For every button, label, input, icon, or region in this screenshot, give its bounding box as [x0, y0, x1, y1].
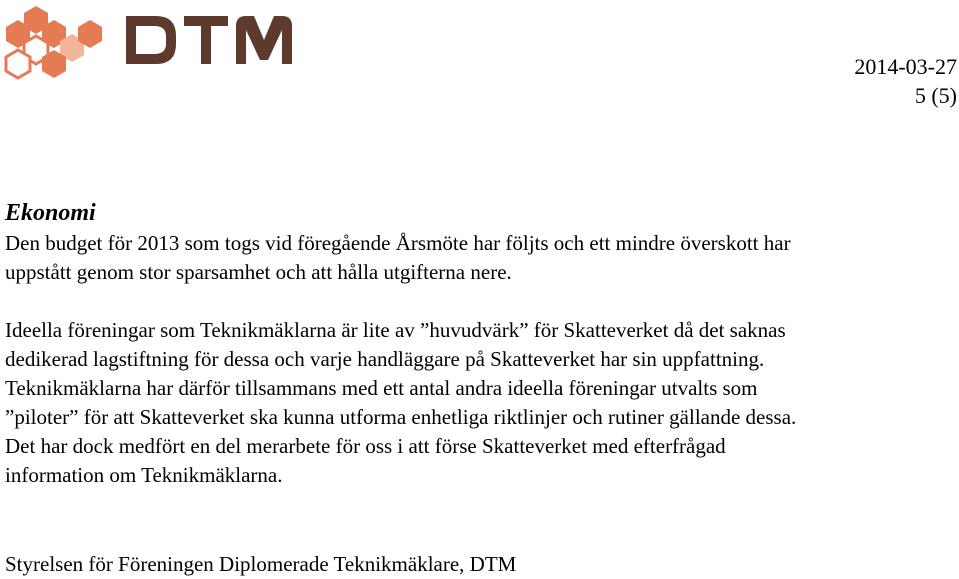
paragraph-line: Ideella föreningar som Teknikmäklarna är lite av ”huvudvärk” för Skatteverket då det saknas	[5, 318, 786, 342]
paragraph-budget	[5, 229, 957, 287]
dtm-wordmark	[126, 16, 292, 64]
section-heading: Ekonomi	[5, 200, 96, 226]
paragraph-line: uppstått genom stor sparsamhet och att hålla utgifterna nere.	[5, 260, 512, 284]
paragraph-line: Den budget för 2013 som togs vid föregående Årsmöte har följts och ett mindre överskott har	[5, 231, 791, 255]
paragraph-line: dedikerad lagstiftning för dessa och varje handläggare på Skatteverket har sin uppfattning.	[5, 347, 765, 371]
paragraph-tax-authority	[5, 316, 957, 490]
paragraph-line: Det har dock medfört en del merarbete för oss i att förse Skatteverket med efterfrågad	[5, 434, 726, 458]
paragraph-line: Teknikmäklarna har därför tillsammans med ett antal andra ideella föreningar utvalts som	[5, 376, 758, 400]
document-date: 2014-03-27	[854, 54, 957, 79]
signature: Styrelsen för Föreningen Diplomerade Teknikmäklare, DTM	[5, 552, 517, 576]
paragraph-gap	[5, 287, 957, 316]
hexagon-logo-icon	[4, 2, 304, 80]
dtm-logo	[4, 2, 304, 80]
document-body	[5, 197, 957, 490]
paragraph-line: information om Teknikmäklarna.	[5, 463, 283, 487]
header-meta	[854, 52, 957, 110]
logo-hexagon	[6, 50, 30, 78]
page-number: 5 (5)	[914, 83, 957, 108]
paragraph-line: ”piloter” för att Skatteverket ska kunna utforma enhetliga riktlinjer och rutiner gällande dessa.	[5, 405, 797, 429]
